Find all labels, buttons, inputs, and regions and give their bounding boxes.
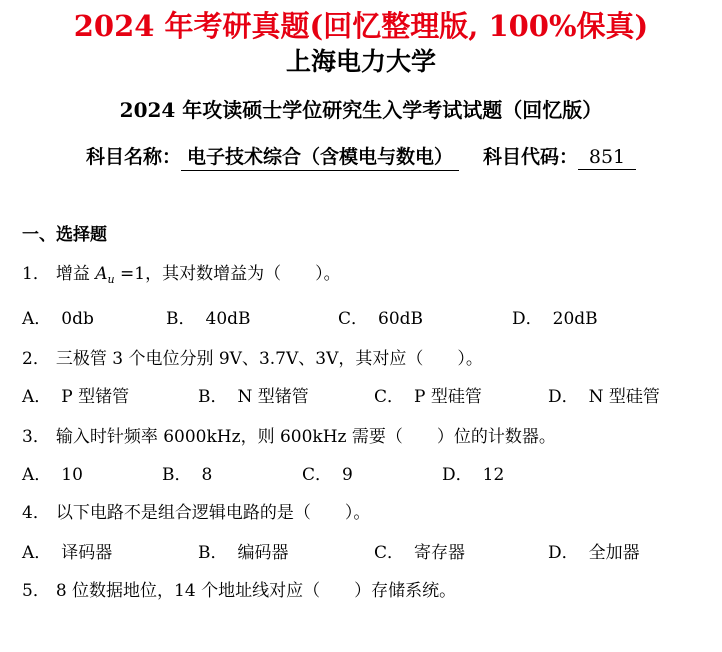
subject-line xyxy=(0,142,722,171)
option-a: A． P 型锗管 xyxy=(22,387,130,407)
option-c: C． 9 xyxy=(302,465,353,485)
question-text: 以下电路不是组合逻辑电路的是（ ）。 xyxy=(55,503,371,523)
subject-code-value: 851 xyxy=(578,146,636,170)
option-c: C． P 型硅管 xyxy=(374,387,482,407)
question-text: 三极管 3 个电位分别 9V、3.7V、3V，其对应（ ）。 xyxy=(55,349,483,369)
banner-title: 2024 年考研真题(回忆整理版, 100%保真) xyxy=(73,9,649,43)
option-b: B． 40dB xyxy=(166,309,251,329)
question-number: 3． xyxy=(22,427,50,447)
option-a: A． 译码器 xyxy=(22,543,113,563)
question-3 xyxy=(22,422,556,447)
university-name: 上海电力大学 xyxy=(285,47,436,76)
question-text: =1，其对数增益为（ ）。 xyxy=(114,264,341,284)
option-d: D． 12 xyxy=(442,465,505,485)
question-number: 4． xyxy=(22,503,50,523)
option-a: A． 0db xyxy=(22,309,94,329)
gain-symbol: A xyxy=(95,264,108,284)
question-5 xyxy=(22,576,456,601)
question-4 xyxy=(22,498,370,523)
subject-code-label: 科目代码： xyxy=(483,146,579,168)
option-d: D． N 型硅管 xyxy=(548,387,660,407)
option-b: B． 8 xyxy=(162,465,213,485)
question-2 xyxy=(22,344,483,369)
question-1 xyxy=(22,259,341,286)
question-text: 输入时针频率 6000kHz，则 600kHz 需要（ ）位的计数器。 xyxy=(55,427,556,447)
gain-subscript: u xyxy=(107,273,115,286)
section-heading: 一、选择题 xyxy=(22,225,107,245)
question-number: 2． xyxy=(22,349,50,369)
subject-name-value: 电子技术综合（含模电与数电） xyxy=(181,142,459,171)
option-c: C． 寄存器 xyxy=(374,543,466,563)
option-d: D． 20dB xyxy=(512,309,598,329)
option-b: B． 编码器 xyxy=(198,543,289,563)
question-text: 增益 xyxy=(55,264,96,284)
option-d: D． 全加器 xyxy=(548,543,640,563)
question-number: 5． xyxy=(22,581,50,601)
option-a: A． 10 xyxy=(22,465,83,485)
subject-name-label: 科目名称： xyxy=(85,146,181,168)
question-number: 1． xyxy=(22,264,50,284)
question-text: 8 位数据地位，14 个地址线对应（ ）存储系统。 xyxy=(55,581,457,601)
exam-title: 2024 年攻读硕士学位研究生入学考试试题（回忆版） xyxy=(119,98,603,122)
option-b: B． N 型锗管 xyxy=(198,387,309,407)
option-c: C． 60dB xyxy=(338,309,424,329)
